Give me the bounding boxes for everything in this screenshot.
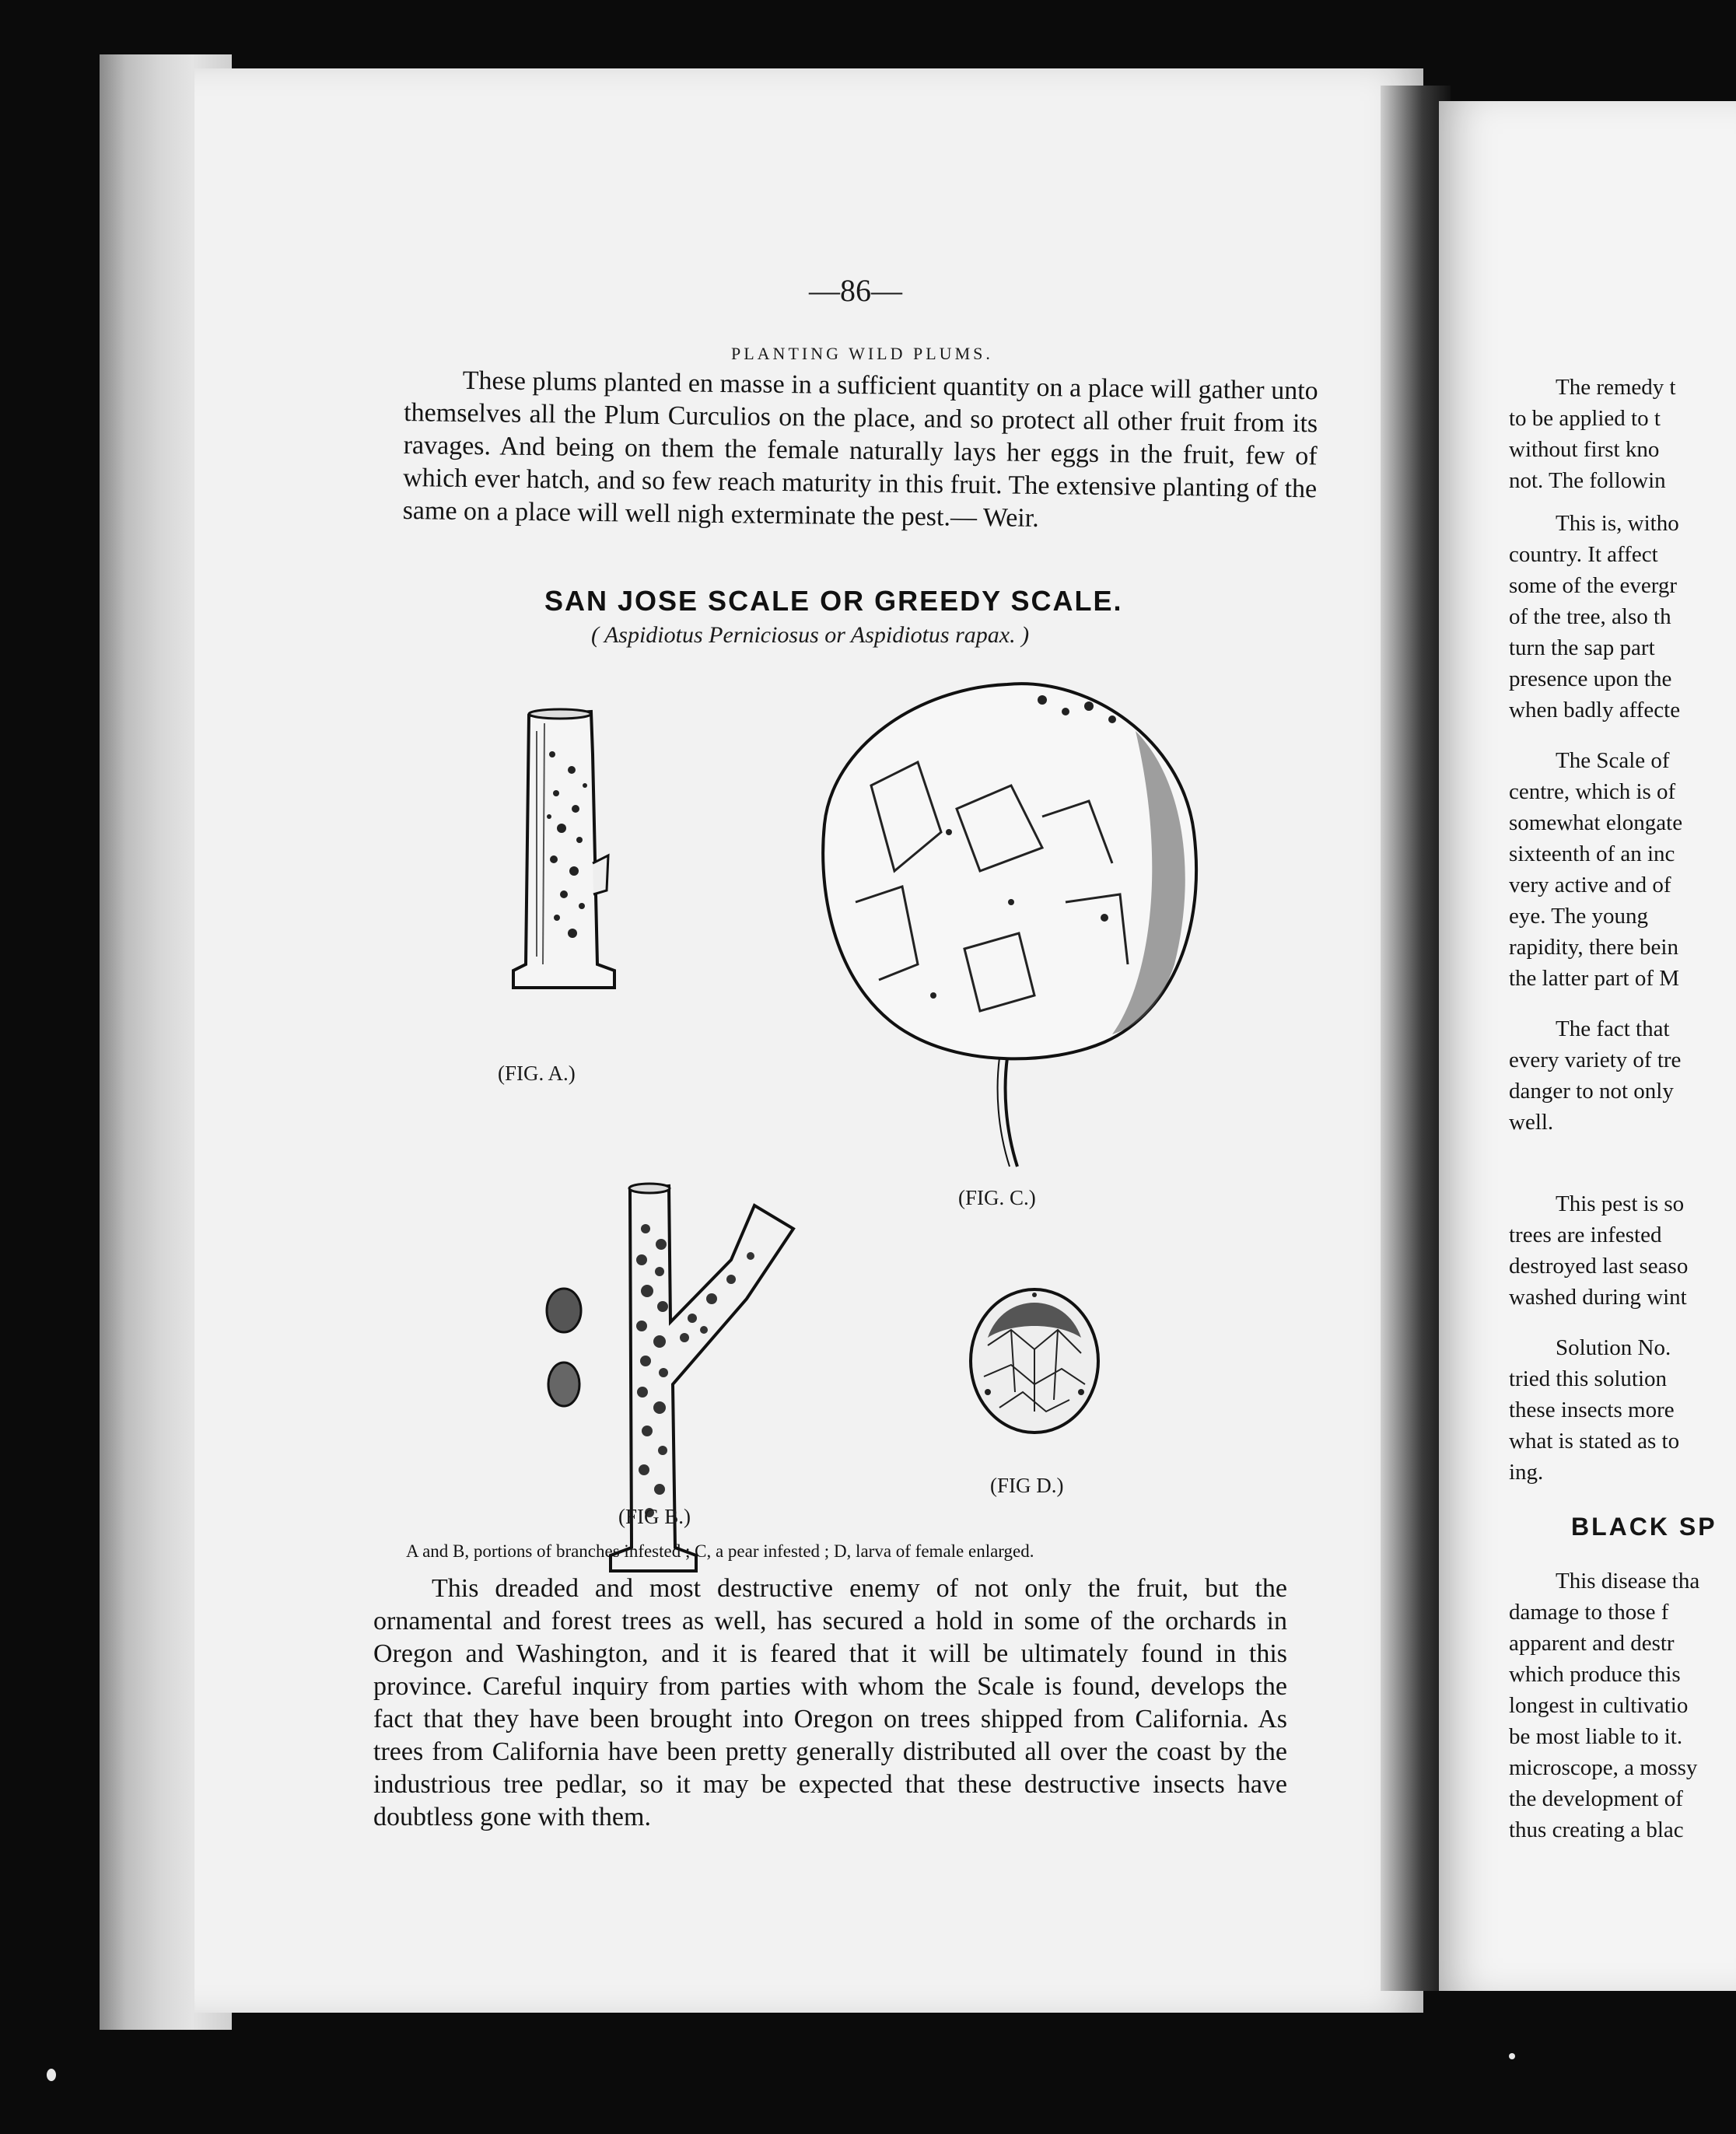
right-line: danger to not only [1509, 1079, 1674, 1104]
right-line: not. The followin [1509, 468, 1666, 493]
figure-a-branch-illustration [498, 708, 622, 1042]
right-line: destroyed last seaso [1509, 1254, 1689, 1279]
right-line: be most liable to it. [1509, 1724, 1683, 1749]
figure-c-label: (FIG. C.) [958, 1186, 1036, 1209]
right-line: which produce this [1509, 1662, 1681, 1687]
right-line: somewhat elongate [1509, 810, 1683, 835]
right-line: to be applied to t [1509, 406, 1661, 431]
right-line: centre, which is of [1509, 779, 1676, 804]
figure-c-pear-illustration [809, 669, 1206, 1174]
dust-speck [1509, 2053, 1515, 2059]
right-line: trees are infested [1509, 1223, 1662, 1247]
figure-a-label: (FIG. A.) [498, 1062, 576, 1085]
page-number: —86— [809, 273, 902, 308]
body-paragraph [373, 1573, 1287, 1834]
right-line: without first kno [1509, 437, 1660, 462]
right-line: well. [1509, 1110, 1554, 1135]
right-line: rapidity, there bein [1509, 935, 1678, 960]
right-line: sixteenth of an inc [1509, 841, 1675, 866]
right-line: presence upon the [1509, 666, 1672, 691]
right-line: longest in cultivatio [1509, 1693, 1689, 1718]
right-line: This disease tha [1556, 1569, 1700, 1594]
figure-caption: A and B, portions of branches infested ; C, a pear infested ; D, larva of female enlarged. [406, 1541, 1034, 1561]
right-line: very active and of [1509, 873, 1671, 897]
right-line: microscope, a mossy [1509, 1755, 1698, 1780]
right-line: the development of [1509, 1786, 1683, 1811]
right-line: when badly affecte [1509, 698, 1681, 722]
right-line: washed during wint [1509, 1285, 1687, 1310]
right-line: of the tree, also th [1509, 604, 1671, 629]
right-line: This is, witho [1556, 511, 1679, 536]
right-line: This pest is so [1556, 1191, 1685, 1216]
right-page-heading: BLACK SP [1571, 1513, 1717, 1541]
right-line: The Scale of [1556, 748, 1670, 773]
right-line: country. It affect [1509, 542, 1658, 567]
figure-d-larva-illustration [957, 1275, 1112, 1447]
right-line: Solution No. [1556, 1335, 1671, 1360]
right-line: these insects more [1509, 1398, 1675, 1422]
right-page [1439, 101, 1736, 1991]
right-line: ing. [1509, 1460, 1544, 1485]
right-line: tried this solution [1509, 1366, 1667, 1391]
dust-speck [47, 2069, 56, 2081]
article-title: SAN JOSE SCALE OR GREEDY SCALE. [544, 585, 1123, 617]
right-line: The fact that [1556, 1016, 1670, 1041]
right-line: every variety of tre [1509, 1048, 1682, 1072]
intro-paragraph-text: These plums planted en masse in a sufficient quantity on a place will gather unto themselves all the Plum Curculios on the place, and so protect all other fruit from its ravages. And being on them the female naturally lays her eggs in the fruit, few of which ever hatch, and so few reach maturity in this fruit. The extensive planting of the same on a place will well nigh exterminate the pest.— Weir. [402, 366, 1318, 533]
figure-d-label: (FIG D.) [990, 1474, 1064, 1497]
right-line: the latter part of M [1509, 966, 1680, 991]
article-subtitle: ( Aspidiotus Perniciosus or Aspidiotus rapax. ) [591, 622, 1030, 648]
figure-b-label: (FIG B.) [618, 1505, 691, 1528]
intro-paragraph [402, 364, 1318, 538]
body-paragraph-text: This dreaded and most destructive enemy of not only the fruit, but the ornamental and forest trees as well, has secured a hold in some of the orchards in Oregon and Washington, and it is feared that it will be ultimately found in this province. Careful inquiry from parties with whom the Scale is found, develops the fact that they have been brought into Oregon on trees shipped from California. As trees from California have been pretty generally distributed all over the coast by the industrious tree pedlar, so it may be expected that these destructive insects have doubtless gone with them. [373, 1574, 1287, 1831]
right-line: thus creating a blac [1509, 1817, 1684, 1842]
right-line: damage to those f [1509, 1600, 1669, 1625]
right-line: eye. The young [1509, 904, 1649, 929]
right-line: The remedy t [1556, 375, 1676, 400]
section-heading: PLANTING WILD PLUMS. [731, 344, 993, 363]
right-line: some of the evergr [1509, 573, 1678, 598]
right-line: what is stated as to [1509, 1429, 1680, 1454]
right-line: apparent and destr [1509, 1631, 1675, 1656]
right-line: turn the sap part [1509, 635, 1655, 660]
